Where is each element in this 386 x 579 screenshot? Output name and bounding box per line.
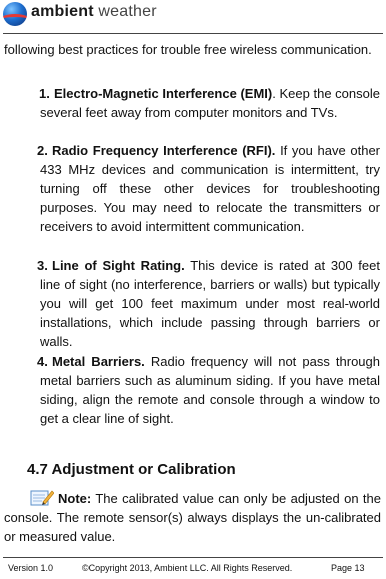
item-text: This device is rated at 300 feet line of sight (no interference, barriers or walls) but typically you will get 100 feet maximum under most real-world installations, which include passing through barriers or walls. [40,258,380,349]
note-label: Note: [58,491,92,506]
list-number: 1. [39,86,50,101]
footer-copyright: ©Copyright 2013, Ambient LLC. All Rights Reserved. [82,563,293,573]
ambient-weather-globe-icon [3,2,27,26]
footer-version: Version 1.0 [8,563,54,573]
list-number: 3. [37,258,48,273]
footer-page-number: Page 13 [331,563,365,573]
list-number: 2. [37,143,48,158]
notepad-pencil-icon [30,488,54,507]
item-title: Metal Barriers. [52,354,145,369]
brand-name-light: weather [93,3,157,20]
brand-name-bold: ambient [31,3,94,20]
header-divider [3,33,383,34]
list-item-line-of-sight [37,256,380,351]
footer-divider [3,557,383,558]
item-text: If you have other 433 MHz devices and communication is intermittent, try turning off these other devices for troubleshooting purposes. You may need to relocate the transmitters or receivers to avoid intermittent communication. [40,143,380,234]
list-number: 4. [37,354,48,369]
item-text: . Keep the console several feet away from computer monitors and TVs. [40,86,380,120]
note-paragraph [4,488,381,546]
note-text: The calibrated value can only be adjusted on the console. The remote sensor(s) always displays the un-calibrated or measured value. [4,491,381,544]
item-title: Line of Sight Rating. [52,258,185,273]
list-item-emi [40,84,380,122]
item-text: Radio frequency will not pass through metal barriers such as aluminum siding. If you have metal siding, align the remote and console through a window to get a clear line of sight. [40,354,380,426]
item-title: Radio Frequency Interference (RFI). [52,143,276,158]
list-item-rfi [37,141,380,236]
section-heading: 4.7 Adjustment or Calibration [27,461,236,478]
list-item-metal-barriers [37,352,380,428]
page-header [0,0,386,30]
brand-logo-text [31,3,157,21]
intro-paragraph: following best practices for trouble free wireless communication. [4,42,372,57]
item-title: Electro-Magnetic Interference (EMI) [54,86,273,101]
